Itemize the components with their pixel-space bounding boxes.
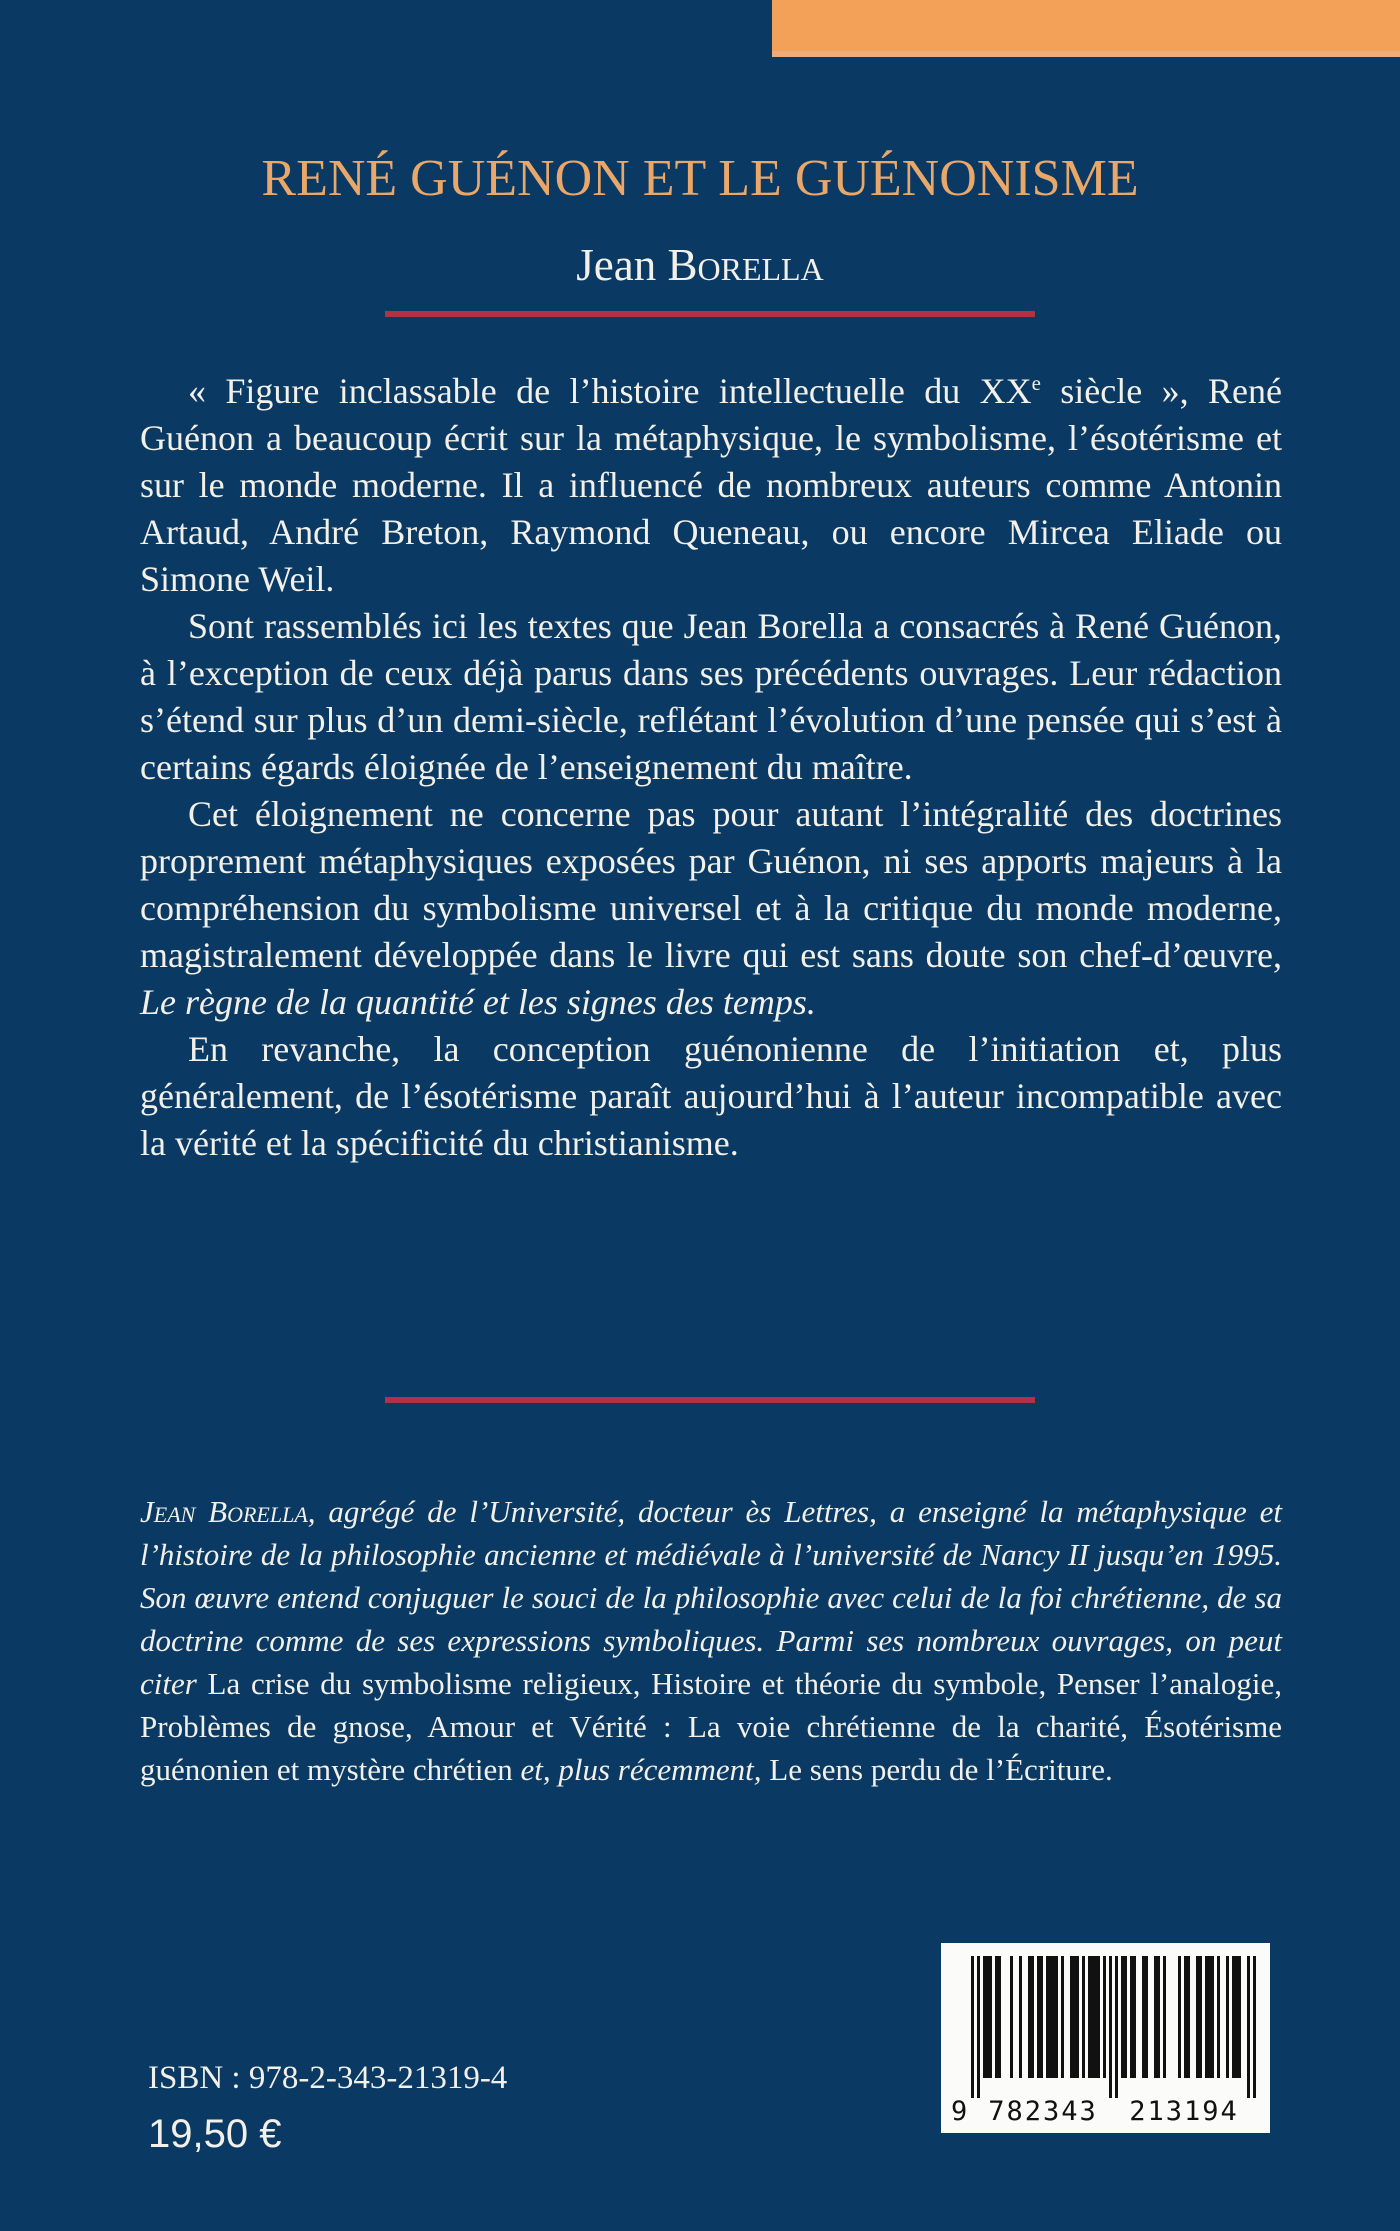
top-right-accent-tab	[772, 0, 1400, 57]
text-run: Sont rassemblés ici les textes que Jean Borella a consacrés à René Guénon, à l’exception de ceux déjà parus dans ses précédents ouvrages. Leur rédaction s’étend sur plus d’un demi-siècle, reflétant l’évolution d’une pensée qui s’est à certains égards éloignée de l’enseignement du maître.	[140, 606, 1282, 787]
back-cover-blurb	[140, 368, 1282, 1167]
author-last-name: Borella	[667, 240, 824, 290]
text-run: Cet éloignement ne concerne pas pour autant l’intégralité des doctrines proprement métaphysiques exposées par Guénon, ni ses apports majeurs à la compréhension du symbolisme universel et à la critique du monde moderne, magistralement développée dans le livre qui est sans doute son chef-d’œuvre,	[140, 794, 1282, 975]
text-run: Le sens perdu de l’Écriture.	[769, 1752, 1113, 1787]
ean13-barcode-image	[951, 1952, 1261, 2124]
author-bio	[140, 1490, 1282, 1791]
price-text: 19,50 €	[148, 2112, 282, 2156]
text-run: e	[1031, 371, 1041, 395]
svg-text:213194: 213194	[1128, 2096, 1239, 2124]
text-run: La crise du symbolisme religieux, Histoire et théorie du symbole, Penser l’analogie, Problèmes de gnose, Amour et Vérité : La voie chrétienne de la charité, Ésotérisme guénonien et mystère chrétien	[140, 1666, 1282, 1787]
text-run: et, plus récemment,	[520, 1752, 770, 1787]
svg-text:9: 9	[950, 2096, 969, 2124]
author-name	[0, 238, 1400, 292]
isbn-text: ISBN : 978-2-343-21319-4	[148, 2060, 508, 2096]
text-run: En revanche, la conception guénonienne de l’initiation et, plus généralement, de l’ésotérisme paraît aujourd’hui à l’auteur incompatible avec la vérité et la spécificité du christianisme.	[140, 1029, 1282, 1163]
author-first-name: Jean	[576, 240, 657, 290]
text-run: Jean Borella	[140, 1494, 308, 1529]
blurb-paragraph	[140, 603, 1282, 791]
book-title: RENÉ GUÉNON ET LE GUÉNONISME	[261, 150, 1139, 207]
text-run: , agrégé de l’Université, docteur ès Lettres, a enseigné la métaphysique et l’histoire de la philosophie ancienne et médiévale à l’université de Nancy II jusqu’en 1995. Son œuvre entend conjuguer le souci de la philosophie avec celui de la foi chrétienne, de sa doctrine comme de ses expressions symboliques. Parmi ses nombreux ouvrages, on peut citer	[140, 1494, 1282, 1701]
separator-rule-top	[385, 311, 1035, 317]
text-run: Le règne de la quantité et les signes des temps.	[140, 982, 816, 1022]
barcode	[941, 1943, 1270, 2133]
text-run: « Figure inclassable de l’histoire intellectuelle du XX	[188, 371, 1032, 411]
separator-rule-bottom	[385, 1397, 1035, 1403]
text-run: siècle », René Guénon a beaucoup écrit sur la métaphysique, le symbolisme, l’ésotérisme et sur le monde moderne. Il a influencé de nombreux auteurs comme Antonin Artaud, André Breton, Raymond Queneau, ou encore Mircea Eliade ou Simone Weil.	[140, 371, 1282, 599]
blurb-paragraph	[140, 1026, 1282, 1167]
blurb-paragraph	[140, 368, 1282, 603]
blurb-paragraph	[140, 791, 1282, 1026]
svg-text:782343: 782343	[987, 2096, 1098, 2124]
